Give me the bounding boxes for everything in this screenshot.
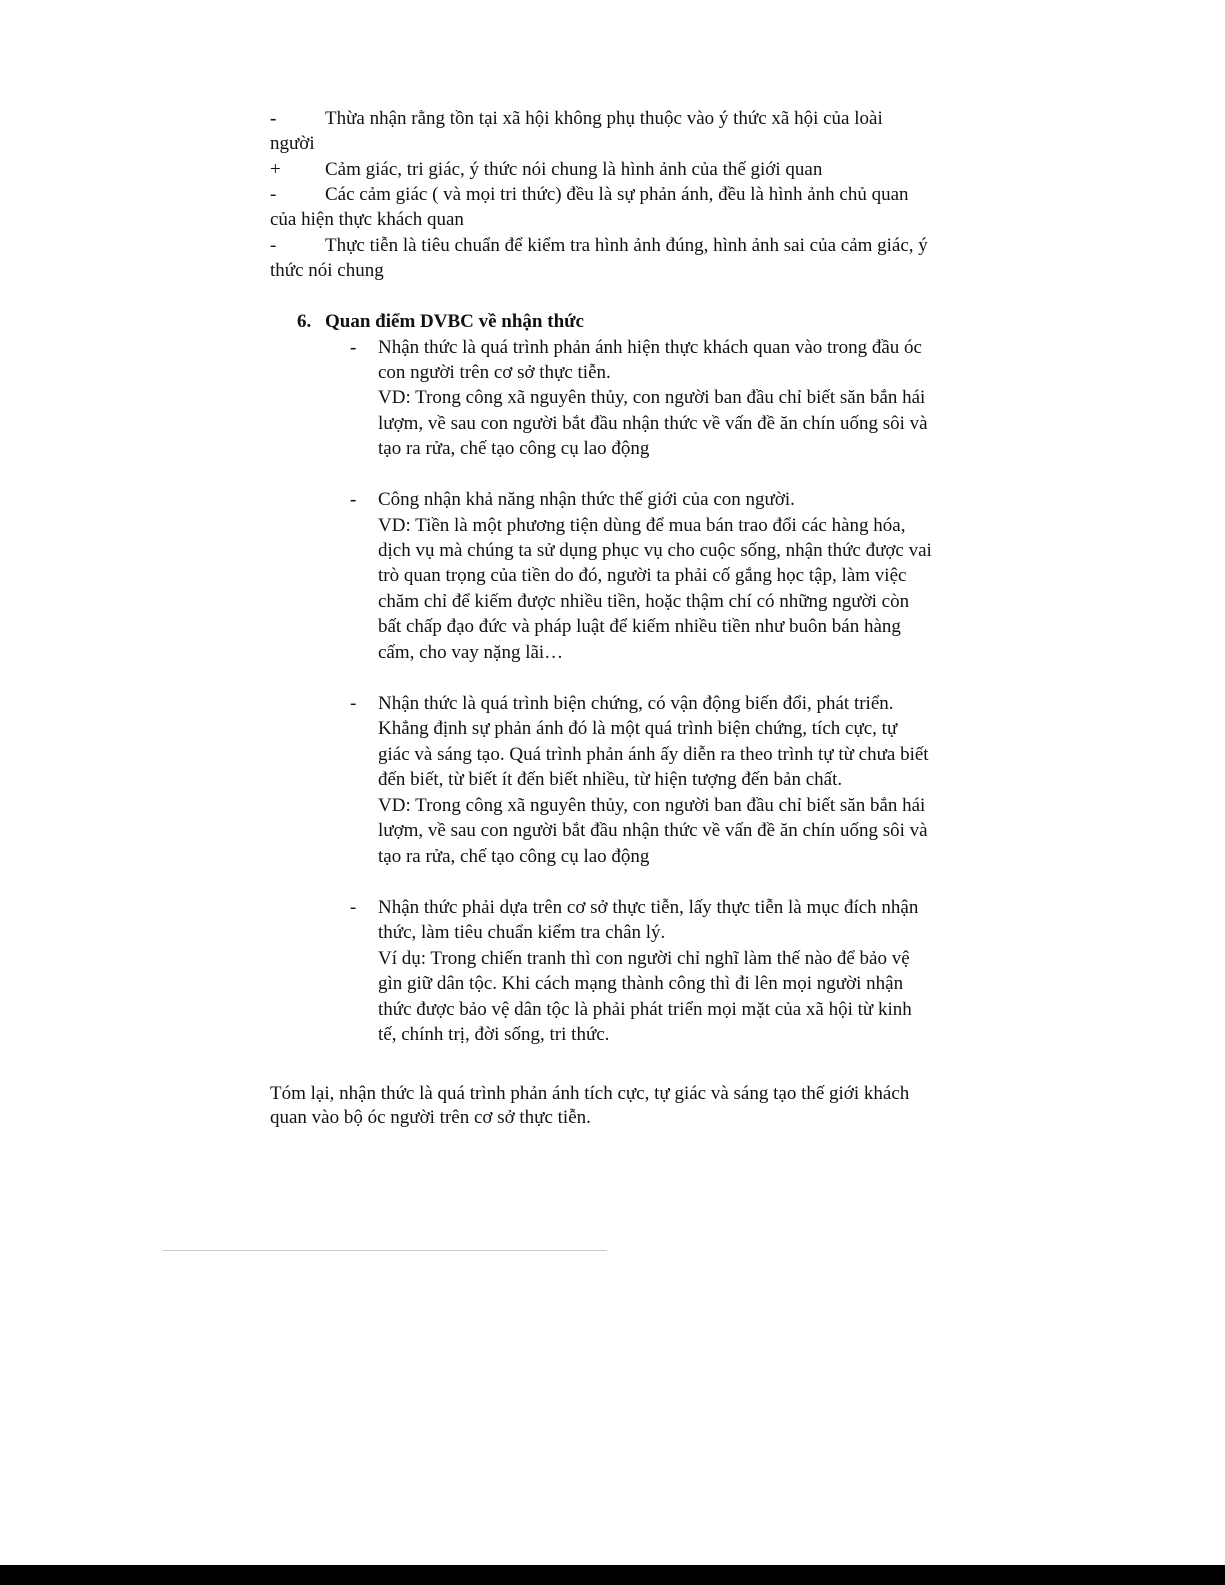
conclusion-text-line: Tóm lại, nhận thức là quá trình phản ánh tích cực, tự giác và sáng tạo thế giới khách (270, 1083, 910, 1104)
section-number: 6. (297, 311, 312, 332)
intro-text-line: Thừa nhận rằng tồn tại xã hội không phụ thuộc vào ý thức xã hội của loài (325, 108, 883, 129)
intro-text-line: Cảm giác, tri giác, ý thức nói chung là hình ảnh của thế giới quan (325, 159, 823, 180)
point-text-line: VD: Tiền là một phương tiện dùng để mua bán trao đổi các hàng hóa, (378, 515, 906, 536)
point-text-line: chăm chỉ để kiếm được nhiều tiền, hoặc thậm chí có những người còn (378, 591, 910, 612)
point-text-line: con người trên cơ sở thực tiễn. (378, 362, 611, 383)
point-text-line: dịch vụ mà chúng ta sử dụng phục vụ cho cuộc sống, nhận thức được vai (378, 540, 932, 561)
point-text-line: Ví dụ: Trong chiến tranh thì con người chỉ nghĩ làm thế nào để bảo vệ (378, 948, 910, 969)
point-text-line: lượm, về sau con người bắt đầu nhận thức về vấn đề ăn chín uống sôi và (378, 413, 928, 434)
point-text-line: tạo ra rửa, chế tạo công cụ lao động (378, 438, 650, 459)
footnote-separator (163, 1250, 607, 1251)
bullet-marker: - (350, 693, 357, 714)
intro-text-line: người (270, 133, 315, 154)
point-text-line: gìn giữ dân tộc. Khi cách mạng thành công thì đi lên mọi người nhận (378, 973, 904, 994)
point-text-line: trò quan trọng của tiền do đó, người ta phải cố gắng học tập, làm việc (378, 565, 907, 586)
intro-text-line: Thực tiễn là tiêu chuẩn để kiểm tra hình ảnh đúng, hình ảnh sai của cảm giác, ý (325, 235, 928, 256)
point-text-line: lượm, về sau con người bắt đầu nhận thức về vấn đề ăn chín uống sôi và (378, 820, 928, 841)
point-text-line: Khẳng định sự phản ánh đó là một quá trình biện chứng, tích cực, tự (378, 718, 898, 739)
intro-text-line: Các cảm giác ( và mọi tri thức) đều là sự phản ánh, đều là hình ảnh chủ quan (325, 184, 909, 205)
bullet-marker: + (270, 159, 281, 180)
point-text-line: tế, chính trị, đời sống, tri thức. (378, 1024, 610, 1045)
point-text-line: Nhận thức là quá trình phản ánh hiện thực khách quan vào trong đầu óc (378, 337, 922, 358)
bullet-marker: - (350, 489, 357, 510)
point-text-line: giác và sáng tạo. Quá trình phản ánh ấy diễn ra theo trình tự từ chưa biết (378, 744, 929, 765)
point-text-line: VD: Trong công xã nguyên thủy, con người ban đầu chỉ biết săn bắn hái (378, 795, 926, 816)
point-text-line: Công nhận khả năng nhận thức thế giới của con người. (378, 489, 795, 510)
point-text-line: thức, làm tiêu chuẩn kiểm tra chân lý. (378, 922, 666, 943)
intro-text-line: của hiện thực khách quan (270, 209, 464, 230)
intro-text-line: thức nói chung (270, 260, 384, 281)
bullet-marker: - (270, 184, 277, 205)
point-text-line: bất chấp đạo đức và pháp luật để kiếm nhiều tiền như buôn bán hàng (378, 616, 901, 637)
bullet-marker: - (270, 108, 277, 129)
point-text-line: VD: Trong công xã nguyên thủy, con người ban đầu chỉ biết săn bắn hái (378, 387, 926, 408)
point-text-line: Nhận thức phải dựa trên cơ sở thực tiễn, lấy thực tiễn là mục đích nhận (378, 897, 919, 918)
point-text-line: thức được bảo vệ dân tộc là phải phát triển mọi mặt của xã hội từ kinh (378, 999, 912, 1020)
point-text-line: đến biết, từ biết ít đến biết nhiều, từ hiện tượng đến bản chất. (378, 769, 843, 790)
bullet-marker: - (350, 337, 357, 358)
point-text-line: tạo ra rửa, chế tạo công cụ lao động (378, 846, 650, 867)
page-bottom-edge (0, 1565, 1225, 1585)
conclusion-text-line: quan vào bộ óc người trên cơ sở thực tiễn. (270, 1107, 591, 1128)
section-title: Quan điểm DVBC về nhận thức (325, 311, 584, 332)
bullet-marker: - (270, 235, 277, 256)
point-text-line: Nhận thức là quá trình biện chứng, có vận động biến đổi, phát triển. (378, 693, 894, 714)
point-text-line: cấm, cho vay nặng lãi… (378, 642, 564, 663)
bullet-marker: - (350, 897, 357, 918)
